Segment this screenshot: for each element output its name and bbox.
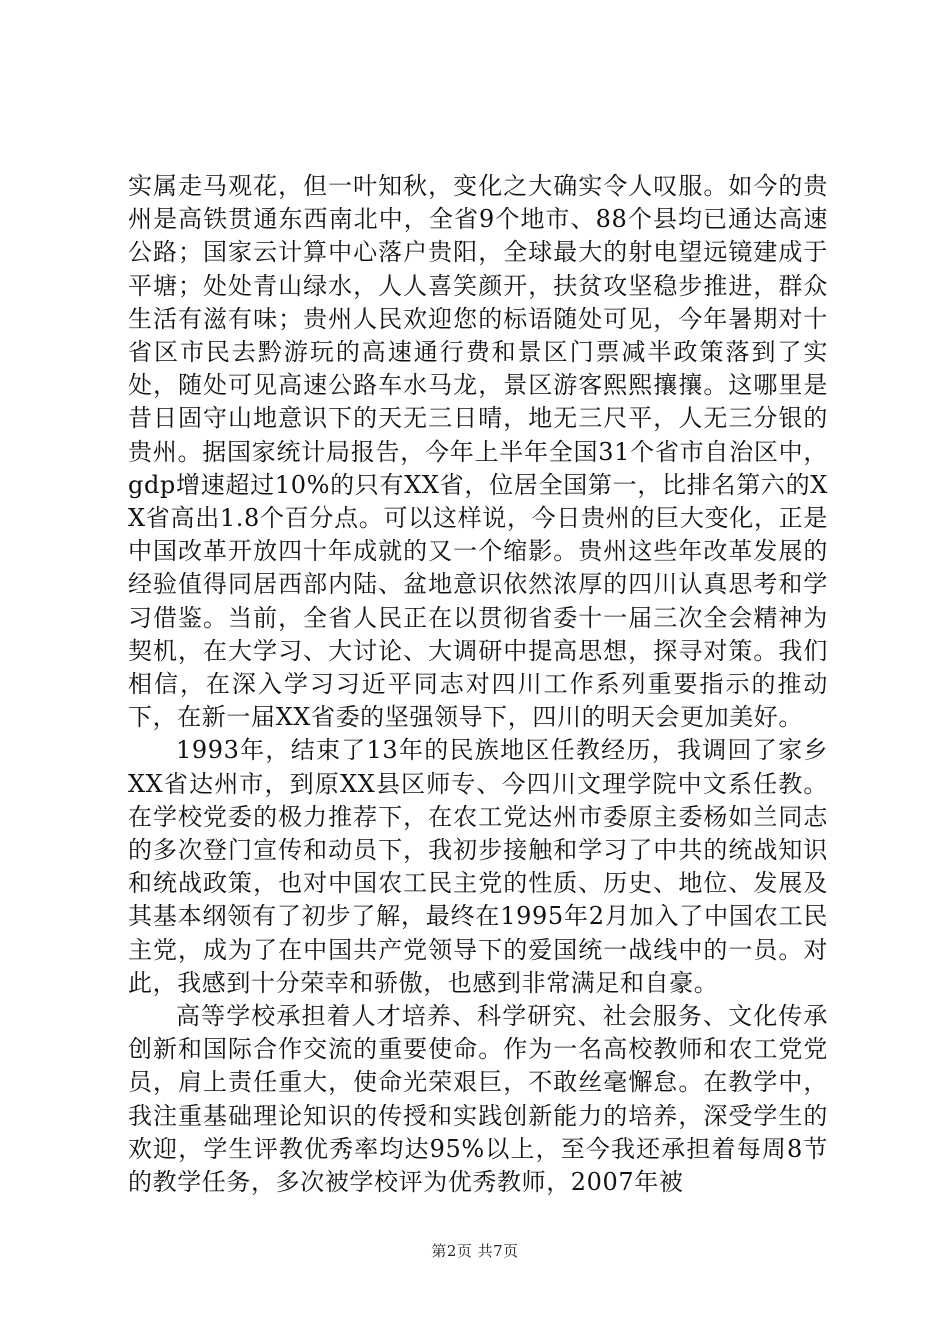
page-footer: 第2页 共7页 [431, 1242, 519, 1260]
paragraph-1: 实属走马观花，但一叶知秋，变化之大确实令人叹服。如今的贵州是高铁贯通东西南北中，全省9个地市、88个县均已通达高速公路；国家云计算中心落户贵阳，全球最大的射电望远镜建成于平塘；处处青山绿水，人人喜笑颜开，扶贫攻坚稳步推进，群众生活有滋有味；贵州人民欢迎您的标语随处可见，今年暑期对十省区市民去黔游玩的高速通行费和景区门票减半政策落到了实处，随处可见高速公路车水马龙，景区游客熙熙攘攘。这哪里是昔日固守山地意识下的天无三日晴，地无三尺平，人无三分银的贵州。据国家统计局报告，今年上半年全国31个省市自治区中，gdp增速超过10%的只有XX省，位居全国第一，比排名第六的XX省高出1.8个百分点。可以这样说，今日贵州的巨大变化，正是中国改革开放四十年成就的又一个缩影。贵州这些年改革发展的经验值得同居西部内陆、盆地意识依然浓厚的四川认真思考和学习借鉴。当前，全省人民正在以贯彻省委十一届三次全会精神为契机，在大学习、大讨论、大调研中提高思想，探寻对策。我们相信，在深入学习习近平同志对四川工作系列重要指示的推动下，在新一届XX省委的坚强领导下，四川的明天会更加美好。 [128, 172, 828, 732]
paragraph-3: 高等学校承担着人才培养、科学研究、社会服务、文化传承创新和国际合作交流的重要使命。作为一名高校教师和农工党党员，肩上责任重大，使命光荣艰巨，不敢丝毫懈怠。在教学中，我注重基础理论知识的传授和实践创新能力的培养，深受学生的欢迎，学生评教优秀率均达95%以上，至今我还承担着每周8节的教学任务，多次被学校评为优秀教师，2007年被 [128, 1002, 828, 1197]
paragraph-2: 1993年，结束了13年的民族地区任教经历，我调回了家乡XX省达州市，到原XX县区师专、今四川文理学院中文系任教。在学校党委的极力推荐下，在农工党达州市委原主委杨如兰同志的多次登门宣传和动员下，我初步接触和学习了中共的统战知识和统战政策，也对中国农工民主党的性质、历史、地位、发展及其基本纲领有了初步了解，最终在1995年2月加入了中国农工民主党，成为了在中国共产党领导下的爱国统一战线中的一员。对此，我感到十分荣幸和骄傲，也感到非常满足和自豪。 [128, 736, 828, 997]
document-body [128, 170, 828, 1199]
